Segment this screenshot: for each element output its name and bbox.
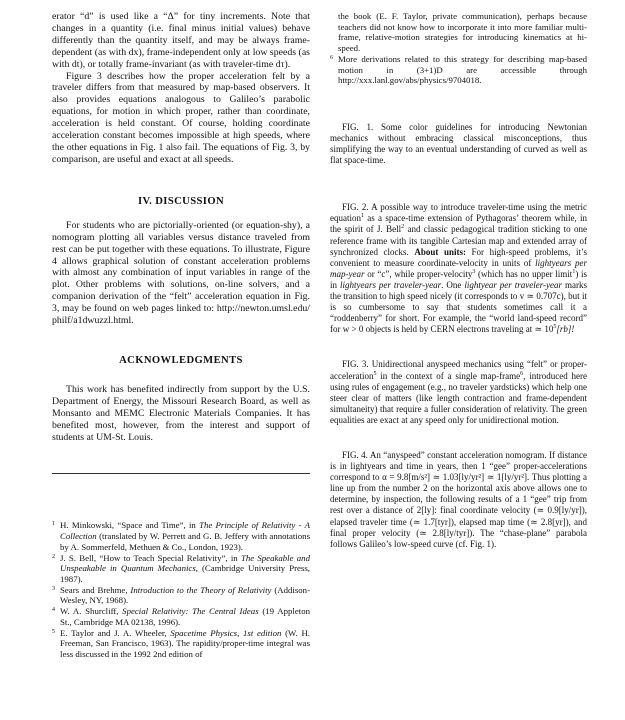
citation-mark: 3 [472, 268, 476, 275]
caption-italic: lightyear per traveler-year [464, 279, 563, 290]
footnotes [52, 520, 310, 659]
footnote-text: (translated by W. Perrett and G. B. Jeffery with annotations by A. Sommerfeld, Methuen & Co., London, 1923). [60, 531, 310, 552]
footnote-mark: 1 [52, 521, 55, 528]
figure-2-caption [330, 202, 587, 335]
citation-mark: 1 [361, 213, 364, 220]
caption-text: ) is in [330, 268, 588, 290]
citation-mark: 6 [520, 370, 524, 377]
footnote-5 [52, 628, 310, 660]
caption-italic: lightyears per map-year [330, 257, 587, 279]
footnote-rule [52, 473, 310, 474]
exponent: 5 [553, 324, 557, 331]
footnote-3 [52, 585, 310, 606]
footnote-mark: 2 [52, 553, 55, 560]
caption-text: or “c”, while proper-velocity [364, 268, 473, 279]
caption-text: marks the transition to high speed nicely (it corresponds to v ≃ 0.707c), but it is so cumbersome to say that students sometimes call it a “roddenberry” for short. For example, the “world land-speed record” for w > 0 objects is held by CERN electrons traveling at ≃ 10 [330, 279, 587, 335]
citation-mark: 1 [572, 268, 576, 275]
paragraph-figure3: Figure 3 describes how the proper acceleration felt by a traveler differs from that measured by map-based observers. It also provides equations analogous to Galileo’s parabolic equations, for motion in which proper, rather than coordinate, acceleration is held constant. Of course, holding coordinate acceleration constant becomes impossible at high speeds, where the other equations in Fig. 1 also fail. The equations of Fig. 3, by comparison, are useful and exact at all speeds. [52, 70, 310, 165]
footnote-title: Special Relativity: The Central Ideas [122, 606, 259, 617]
footnote-text: Sears and Brehme, [60, 584, 131, 595]
caption-text: FIG. 3. Unidirectional anyspeed mechanics using “felt” or proper-acceleration [330, 359, 587, 381]
citation-mark: 2 [401, 224, 405, 231]
footnote-text: , (Cambridge University Press, 1987). [60, 563, 310, 584]
footnote-text: J. S. Bell, “How to Teach Special Relativity”, in [60, 552, 241, 563]
footnote-text: (W. H. Freeman, San Francisco, 1963). The rapidity/proper-time integral was less discussed in the 1992 2nd edition of [60, 627, 310, 659]
figure-3-caption [330, 359, 587, 426]
caption-text: as a space-time extension of Pythagoras’ theorem while, in the spirit of J. Bell [330, 213, 587, 235]
paragraph-operator-note: erator “d” is used like a “Δ” for tiny increments. Note that changes in a quantity (i.e. final minus initial values) behave differently than the quantity itself, and may be always frame-dependent (as with dx), frame-independent only at low speeds (as with dt), or totally frame-invariant (as with traveler-time dτ). [52, 11, 310, 70]
caption-text: . One [441, 279, 465, 290]
right-column [330, 0, 587, 550]
caption-text: , introduced here using rules of engagement (e.g., no traveler yardsticks) which help one steer clear of matters (like length contraction and frame-dependent simultaneity) that require a fuller consideration of relativity. The green equalities are exact at any speed only for unidirectional motion. [330, 370, 587, 425]
caption-text: For high-speed problems, it’s convenient to measure coordinate-velocity in units of [330, 246, 587, 268]
footnote-mark: 6 [330, 54, 333, 61]
footnote-text: E. Taylor and J. A. Wheeler, [60, 627, 171, 638]
left-column [52, 0, 310, 660]
footnote-6 [330, 54, 587, 86]
caption-text: (which has no upper limit [475, 268, 573, 279]
citation-mark: 5 [373, 370, 377, 377]
footnote-title: Spacetime Physics, 1st edition [170, 627, 282, 638]
footnote-text: (Addison-Wesley, NY, 1968). [60, 584, 310, 606]
section-heading-discussion: IV. DISCUSSION [137, 195, 225, 207]
footnote-4 [52, 606, 310, 627]
footnote-mark: 5 [52, 628, 55, 635]
footnote-title: Introduction to the Theory of Relativity [130, 584, 272, 595]
footnote-title: The Speakable and Unspeakable in Quantum Mechanics [60, 552, 310, 574]
footnote-title: The Principle of Relativity - A Collection [60, 520, 310, 542]
caption-bold: About units: [414, 246, 466, 257]
paragraph-acknowledgments: This work has benefited indirectly from support by the U.S. Department of Energy, the Missouri Research Board, as well as Monsanto and MEMC Electronic Materials Companies. It has benefited most, however, from the interest and support of students at UM-St. Louis. [52, 383, 310, 443]
footnote-2 [52, 553, 310, 585]
caption-italic: lightyears per traveler-year [339, 279, 442, 290]
footnote-1 [52, 520, 310, 552]
caption-italic: [rb]! [556, 324, 575, 335]
section-heading-acknowledgments: ACKNOWLEDGMENTS [119, 354, 243, 366]
figure-1-caption: FIG. 1. Some color guidelines for introducing Newtonian mechanics without embracing classical misconceptions, thus simplifying the way to an eventual understanding of curved as well as flat space-time. [330, 121, 587, 166]
footnote-text: W. A. Shurcliff, [60, 606, 123, 617]
caption-text: FIG. 2. A possible way to introduce traveler-time using the metric equation [330, 202, 587, 224]
figure-4-caption: FIG. 4. An “anyspeed” constant acceleration nomogram. If distance is in lightyears and time in years, then 1 “gee” proper-accelerations correspond to α = 9.8[m/s²] ≃ 1.03[ly/yr²] ≃ 1[ly/yr²]. Thus plotting a line up from the number 2 on the horizontal axis above allows one to determine, by inspection, the following results of a 1 “gee” trip from rest over a distance of 2[ly]: final coordinate velocity (≃ 0.9[ly/yr]), elapsed traveler time (≃ 1.7[tyr]), elapsed map time (≃ 2.8[yr]), and final proper velocity (≃ 2.8[ly/tyr]). The “chase-plane” parabola follows Galileo’s low-speed curve (cf. Fig. 1). [330, 449, 587, 549]
footnote-text: H. Minkowski, “Space and Time”, in [60, 520, 200, 531]
footnote-text: (19 Appleton St., Cambridge MA 02138, 1996). [60, 606, 310, 627]
footnote-mark: 4 [52, 607, 55, 614]
paragraph-discussion: For students who are pictorially-oriented (or equation-shy), a nomogram plotting all variables versus distance traveled from rest can be put together with these equations. To illustrate, Figure 4 allows graphical solution of constant acceleration problems with almost any combination of input variables in range of the plot. Other problems with solutions, on-line solvers, and a companion derivation of the “felt” acceleration equation in Fig. 3, may be found on web pages linked to: http://newton.umsl.edu/ philf/a1dwuzzl.html. [52, 219, 310, 327]
footnote-text: More derivations related to this strategy for describing map-based motion in (3+1)D are accessible through http://xxx.lanl.gov/abs/physics/9704018. [338, 53, 587, 86]
caption-text: in the context of a single map-frame [376, 370, 521, 381]
footnote-mark: 3 [52, 585, 55, 592]
footnote-5-continued: the book (E. F. Taylor, private communication), perhaps because teachers did not know how to incorporate it into more familiar multi-frame, relative-motion strategies for introducing kinematics at hi-speed. [338, 11, 587, 54]
caption-text: and classic pedagogical tradition sticking to one reference frame with its tangible Cartesian map and extended array of synchronized clocks. [330, 224, 587, 257]
